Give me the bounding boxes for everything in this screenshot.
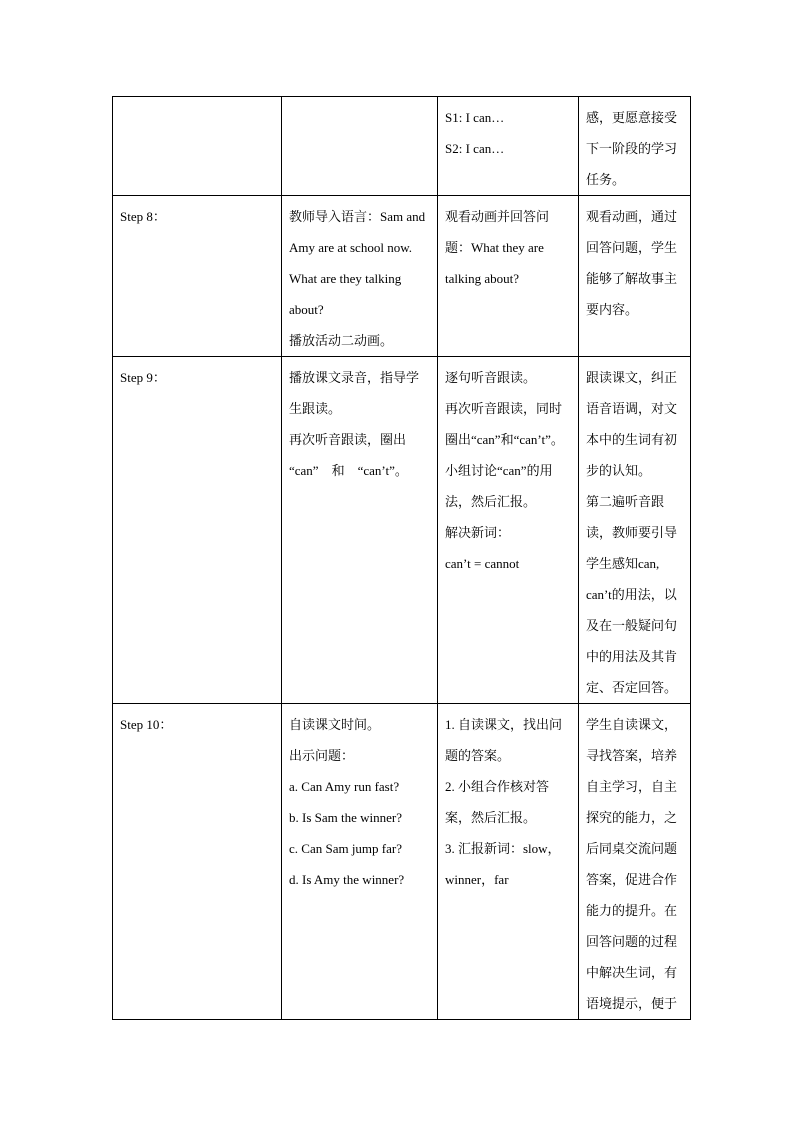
teacher-activity-cell bbox=[282, 357, 438, 704]
purpose-line: 回答问题的过程 bbox=[586, 934, 678, 949]
teacher-line: about? bbox=[289, 302, 324, 317]
teacher-line: 再次听音跟读，圈出 bbox=[289, 432, 407, 447]
purpose-cell bbox=[579, 196, 691, 357]
step-cell bbox=[113, 357, 282, 704]
teacher-line: 教师导入语言：Sam and bbox=[289, 209, 426, 224]
purpose-line: 探究的能力，之 bbox=[586, 810, 678, 825]
purpose-cell bbox=[579, 704, 691, 1020]
purpose-line: 读，教师要引导 bbox=[586, 525, 678, 540]
student-line: can’t = cannot bbox=[445, 556, 520, 571]
purpose-line: 自主学习，自主 bbox=[586, 779, 678, 794]
student-line: 题的答案。 bbox=[445, 748, 511, 763]
student-activity-cell bbox=[438, 704, 579, 1020]
student-line: talking about? bbox=[445, 271, 520, 286]
teacher-line: c. Can Sam jump far? bbox=[289, 841, 402, 856]
purpose-line: 能够了解故事主 bbox=[586, 271, 678, 286]
purpose-line: 回答问题，学生 bbox=[586, 240, 678, 255]
purpose-line: 学生自读课文， bbox=[586, 717, 678, 732]
lesson-plan-table bbox=[112, 96, 691, 1020]
teacher-line: 播放活动二动画。 bbox=[289, 333, 394, 348]
student-line: 圈出“can”和“can’t”。 bbox=[445, 432, 564, 447]
purpose-line: 步的认知。 bbox=[586, 463, 652, 478]
student-line: 小组讨论“can”的用 bbox=[445, 463, 553, 478]
teacher-line: 出示问题： bbox=[289, 748, 355, 763]
teacher-activity-cell bbox=[282, 97, 438, 196]
teacher-activity-cell bbox=[282, 704, 438, 1020]
student-line: winner，far bbox=[445, 872, 509, 887]
student-line: 法，然后汇报。 bbox=[445, 494, 537, 509]
student-line: S2: I can… bbox=[445, 141, 505, 156]
purpose-line: 观看动画，通过 bbox=[586, 209, 678, 224]
student-line: 再次听音跟读，同时 bbox=[445, 401, 563, 416]
teacher-line: a. Can Amy run fast? bbox=[289, 779, 400, 794]
purpose-line: 下一阶段的学习 bbox=[586, 141, 678, 156]
teacher-line: d. Is Amy the winner? bbox=[289, 872, 405, 887]
table-row bbox=[113, 704, 691, 1020]
step-cell bbox=[113, 97, 282, 196]
student-line: 逐句听音跟读。 bbox=[445, 370, 537, 385]
purpose-line: 中的用法及其肯 bbox=[586, 649, 678, 664]
purpose-line: 语境提示，便于 bbox=[586, 996, 678, 1011]
purpose-line: 第二遍听音跟 bbox=[586, 494, 665, 509]
purpose-cell bbox=[579, 97, 691, 196]
purpose-line: 跟读课文，纠正 bbox=[586, 370, 678, 385]
table-row bbox=[113, 97, 691, 196]
purpose-cell bbox=[579, 357, 691, 704]
student-activity-cell bbox=[438, 196, 579, 357]
student-line: 1. 自读课文，找出问 bbox=[445, 717, 563, 732]
table-row bbox=[113, 196, 691, 357]
step-cell bbox=[113, 704, 282, 1020]
purpose-line: 感，更愿意接受 bbox=[586, 110, 678, 125]
student-line: 观看动画并回答问 bbox=[445, 209, 550, 224]
teacher-line: What are they talking bbox=[289, 271, 402, 286]
teacher-line: 播放课文录音，指导学 bbox=[289, 370, 420, 385]
purpose-line: can’t的用法，以 bbox=[586, 587, 677, 602]
teacher-line: Amy are at school now. bbox=[289, 240, 412, 255]
purpose-line: 答案，促进合作 bbox=[586, 872, 678, 887]
step-cell bbox=[113, 196, 282, 357]
step-label: Step 9： bbox=[120, 370, 166, 385]
purpose-line: 能力的提升。在 bbox=[586, 903, 678, 918]
purpose-line: 及在一般疑问句 bbox=[586, 618, 678, 633]
purpose-line: 定、否定回答。 bbox=[586, 680, 678, 695]
purpose-line: 后同桌交流问题 bbox=[586, 841, 678, 856]
teacher-line: 生跟读。 bbox=[289, 401, 342, 416]
purpose-line: 寻找答案，培养 bbox=[586, 748, 678, 763]
step-label: Step 8： bbox=[120, 209, 166, 224]
table-row bbox=[113, 357, 691, 704]
student-line: 案，然后汇报。 bbox=[445, 810, 537, 825]
teacher-line: 自读课文时间。 bbox=[289, 717, 381, 732]
teacher-line: “can” 和 “can’t”。 bbox=[289, 463, 408, 478]
student-line: 题：What they are bbox=[445, 240, 544, 255]
teacher-activity-cell bbox=[282, 196, 438, 357]
teacher-line: b. Is Sam the winner? bbox=[289, 810, 403, 825]
student-activity-cell bbox=[438, 357, 579, 704]
purpose-line: 本中的生词有初 bbox=[586, 432, 678, 447]
step-label: Step 10： bbox=[120, 717, 173, 732]
student-line: 解决新词： bbox=[445, 525, 511, 540]
student-line: 2. 小组合作核对答 bbox=[445, 779, 550, 794]
student-activity-cell bbox=[438, 97, 579, 196]
purpose-line: 中解决生词，有 bbox=[586, 965, 678, 980]
purpose-line: 要内容。 bbox=[586, 302, 639, 317]
student-line: 3. 汇报新词：slow， bbox=[445, 841, 561, 856]
student-line: S1: I can… bbox=[445, 110, 505, 125]
purpose-line: 任务。 bbox=[586, 172, 626, 187]
purpose-line: 语音语调，对文 bbox=[586, 401, 678, 416]
purpose-line: 学生感知can, bbox=[586, 556, 660, 571]
